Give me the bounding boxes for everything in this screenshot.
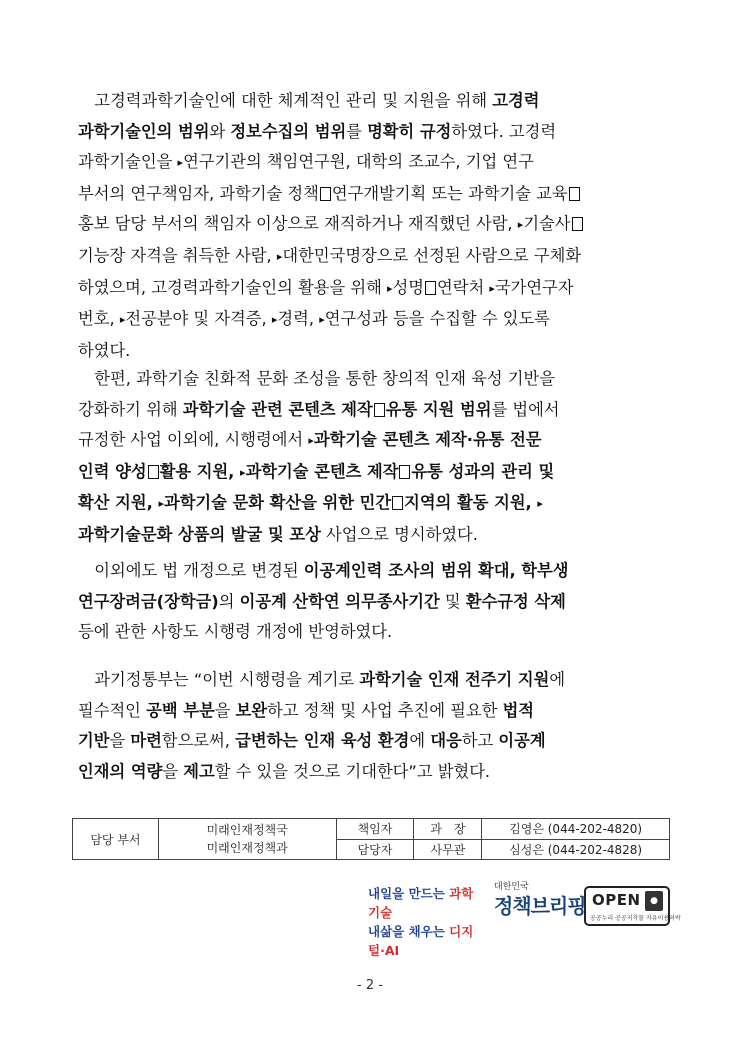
text-line (78, 696, 668, 727)
title-label: 사무관 (414, 839, 482, 860)
missing-glyph-box (569, 187, 580, 201)
text: 를 (346, 121, 368, 141)
text-line (78, 726, 668, 757)
bold-text: 유통 지원 범위 (385, 399, 492, 419)
text: 에 (549, 670, 566, 689)
dept-label: 담당 부서 (73, 819, 159, 860)
text-line (78, 304, 668, 336)
text: 과학기술인을 (78, 152, 178, 172)
bold-text: 과학기술 관련 콘텐츠 제작 (182, 399, 373, 419)
bold-text: 과학기술 콘텐츠 제작 (245, 461, 399, 481)
text: 한편, 과학기술 친화적 문화 조성을 통한 창의적 인재 육성 기반을 (78, 369, 555, 388)
paragraph-other-amendments (78, 556, 668, 648)
text: 및 (439, 591, 466, 611)
text: 전공분야 및 자격증, (125, 309, 272, 329)
bold-text: 법적 (502, 700, 535, 720)
bullet-triangle-icon: ▸ (386, 281, 393, 295)
role-label: 담당자 (336, 839, 414, 860)
text-line (78, 273, 668, 305)
text-line (78, 556, 668, 587)
text: 연구개발기획 또는 과학기술 교육 (331, 183, 568, 203)
text-line (78, 520, 668, 551)
text: 과기정통부는 “이번 시행령을 계기로 (78, 670, 360, 689)
contact-person: 김영은 (044-202-4820) (482, 819, 670, 840)
text: 연구성과 등을 수집할 수 있도록 (324, 309, 550, 329)
bold-text: 정보수집의 범위 (230, 121, 347, 141)
dept-name (158, 819, 336, 860)
missing-glyph-box (148, 465, 159, 479)
text: 을 (109, 731, 131, 751)
bold-text: 지역의 활동 지원, (404, 493, 538, 513)
open-text: OPEN (592, 891, 641, 909)
bold-text: 연구장려금(장학금) (78, 591, 219, 611)
paragraph-science-content (78, 364, 668, 551)
text: 이외에도 법 개정으로 변경된 (78, 561, 304, 580)
briefing-title: 정책브리핑 (494, 894, 586, 918)
missing-glyph-box (392, 496, 403, 510)
text: 필수적인 (78, 700, 147, 720)
bullet-triangle-icon: ▸ (158, 497, 164, 511)
text-line (78, 665, 668, 696)
dept-name-2: 미래인재정책과 (206, 841, 288, 855)
text: 대한민국명장으로 선정된 사람으로 구체화 (282, 245, 582, 265)
bold-text: 이공계인력 조사의 범위 확대, 학부생 (303, 561, 569, 580)
page-number: - 2 - (357, 978, 383, 993)
bold-text: 과학기술인의 범위 (78, 121, 210, 141)
text: 기능장 자격을 취득한 사람, (78, 245, 277, 265)
open-subtext: 공공누리 공공저작물 자유이용허락 (590, 915, 681, 922)
bullet-triangle-icon: ▸ (489, 281, 495, 295)
role-label: 책임자 (336, 819, 414, 840)
text-line (78, 179, 668, 210)
text: 와 (209, 121, 231, 141)
missing-glyph-box (320, 187, 331, 201)
bullet-triangle-icon: ▸ (517, 218, 524, 232)
text: 연락처 (436, 277, 490, 297)
text-line (78, 488, 668, 520)
text: 경력, (277, 309, 320, 329)
text: 하고 정책 및 사업 추진에 필요한 (267, 700, 503, 720)
text: 의 (218, 591, 240, 611)
text: 연구기관의 책임연구원, 대학의 조교수, 기업 연구 (183, 152, 534, 172)
text: 기술사 (523, 214, 571, 234)
policy-briefing-logo (494, 882, 586, 919)
text-line (78, 457, 668, 489)
text: 사업으로 명시하였다. (320, 524, 478, 544)
footer-logos (0, 882, 740, 958)
dept-name-1: 미래인재정책국 (206, 823, 288, 837)
bullet-triangle-icon: ▸ (319, 313, 325, 327)
missing-glyph-box (399, 465, 410, 479)
text: 규정한 사업 이외에, 시행령에서 (78, 430, 309, 450)
table-row (73, 819, 670, 840)
missing-glyph-box (425, 281, 436, 295)
bold-text: 이공계 (498, 731, 546, 751)
text: 할 수 있을 것으로 기대한다”고 밝혔다. (214, 761, 491, 781)
bullet-triangle-icon: ▸ (271, 313, 278, 327)
paragraph-ministry-quote (78, 665, 668, 787)
text: 에 (409, 731, 431, 751)
text: 번호, (78, 309, 120, 329)
text: 을 (162, 761, 184, 781)
text: 을 (214, 700, 236, 720)
bold-text: 과학기술 문화 확산을 위한 민간 (163, 493, 392, 513)
text-line (78, 147, 668, 179)
text-line (78, 395, 668, 426)
slogan-text: 내삶을 채우는 (368, 924, 450, 939)
title-label: 과 장 (414, 819, 482, 840)
contact-person: 심성은 (044-202-4828) (482, 839, 670, 860)
bold-text: 과학기술 콘텐츠 제작·유통 전문 (313, 430, 542, 450)
text-line (78, 86, 668, 117)
bold-text: 기반 (78, 731, 110, 751)
bullet-triangle-icon: ▸ (537, 497, 543, 511)
bullet-triangle-icon: ▸ (276, 249, 283, 263)
person-icon: ● (645, 891, 663, 911)
contact-table (72, 818, 670, 860)
text-line (78, 364, 668, 395)
paragraph-senior-scientists (78, 86, 668, 366)
bold-text: 과학기술 인재 전주기 지원 (359, 670, 550, 689)
bold-text: 인재의 역량 (78, 761, 163, 781)
kogl-open-logo (584, 886, 681, 926)
text: 부서의 연구책임자, 과학기술 정책 (78, 183, 319, 203)
bold-text: 유통 성과의 관리 및 (411, 461, 555, 481)
bold-text: 환수규정 삭제 (465, 591, 566, 611)
slogan-highlight: 디지털·AI (368, 924, 474, 958)
text: 국가연구자 (494, 277, 574, 297)
bold-text: 고경력 (492, 91, 540, 110)
text: 등에 관한 사항도 시행령 개정에 반영하였다. (78, 622, 393, 642)
bold-text: 급변하는 인재 육성 환경 (235, 731, 410, 751)
slogan-highlight: 과학기술 (368, 886, 474, 920)
bold-text: 대응 (430, 731, 462, 751)
bold-text: 과학기술문화 상품의 발굴 및 포상 (78, 524, 321, 544)
text: 를 법에서 (491, 399, 560, 419)
bold-text: 이공계 산학연 의무종사기간 (239, 591, 440, 611)
text-line (78, 617, 668, 648)
bullet-triangle-icon: ▸ (240, 465, 246, 479)
bold-text: 명확히 규정 (367, 121, 452, 141)
bullet-triangle-icon: ▸ (308, 434, 314, 448)
text-line (78, 757, 668, 788)
text-line (78, 241, 668, 273)
text-line (78, 587, 668, 618)
bullet-triangle-icon: ▸ (177, 156, 184, 170)
text: 하였으며, 고경력과학기술인의 활용을 위해 (78, 277, 387, 297)
text-line (78, 117, 668, 148)
text: 고경력과학기술인에 대한 체계적인 관리 및 지원을 위해 (78, 91, 493, 110)
slogan-text: 내일을 만드는 (368, 886, 450, 901)
bold-text: 제고 (183, 761, 215, 781)
briefing-small-text: 대한민국 (494, 882, 529, 892)
text: 하였다. 고경력 (451, 121, 557, 141)
text: 함으로써, (161, 731, 236, 751)
text-line (78, 209, 668, 241)
bold-text: 공백 부분 (146, 700, 215, 720)
text-line (78, 336, 668, 367)
text: 성명 (392, 277, 424, 297)
bullet-triangle-icon: ▸ (119, 313, 126, 327)
bold-text: 인력 양성 (78, 461, 147, 481)
text: 홍보 담당 부서의 책임자 이상으로 재직하거나 재직했던 사람, (78, 214, 518, 234)
text-line (78, 425, 668, 457)
bold-text: 활용 지원, (159, 461, 241, 481)
bold-text: 마련 (130, 731, 162, 751)
text: 강화하기 위해 (78, 399, 183, 419)
bold-text: 보완 (235, 700, 268, 720)
text: 하였다. (78, 340, 131, 360)
slogan-logo (368, 884, 480, 960)
text: 하고 (461, 731, 499, 751)
missing-glyph-box (374, 403, 385, 417)
bold-text: 확산 지원, (78, 493, 159, 513)
missing-glyph-box (572, 217, 583, 231)
